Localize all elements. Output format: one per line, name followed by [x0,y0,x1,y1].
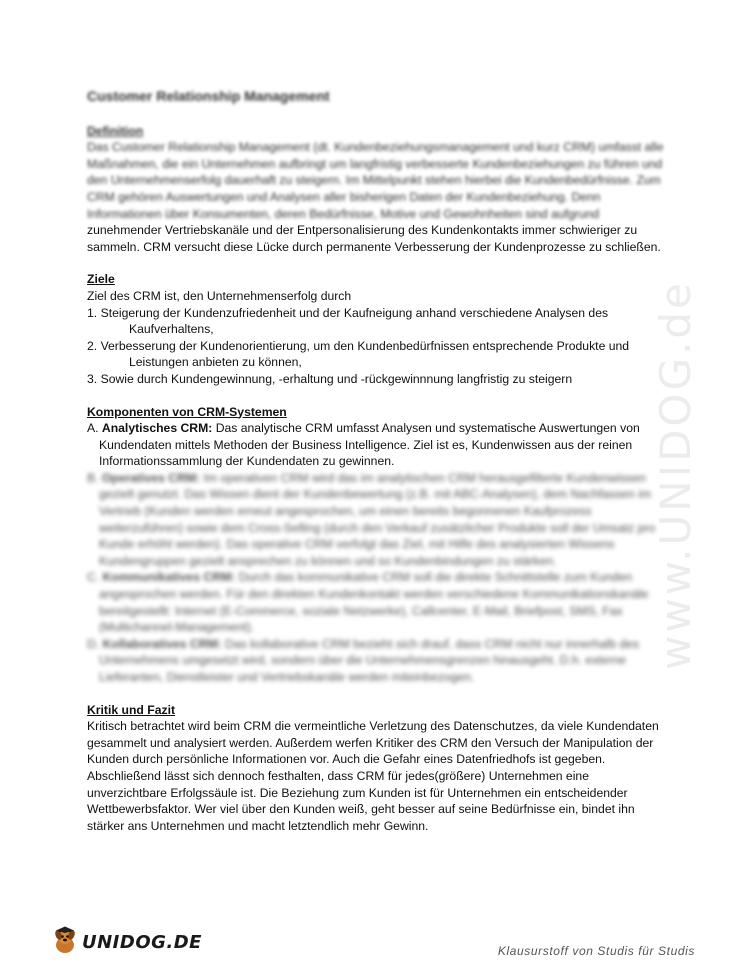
komponente-label: Kommunikatives CRM: [102,570,236,585]
komponente-letter: A. [87,421,99,436]
komponente-operativ [87,470,667,570]
komponente-label: Operatives CRM: [101,470,201,485]
komponente-letter: B. [87,470,99,485]
document-page [87,88,667,850]
komponente-kollaborativ [87,636,667,686]
dog-mascot-icon [50,926,80,961]
ziele-item-text: Verbesserung der Kundenorientierung, um den Kundenbedürfnissen entsprechende Produkte und Leistungen anbieten zu können, [100,338,630,370]
komponente-analytisch [87,420,667,470]
ziele-item-text: Sowie durch Kundengewinnung, -erhaltung und -rückgewinnnung langfristig zu steigern [100,371,573,386]
komponente-text: Durch das kommunikative CRM soll die direkte Schnittstelle zum Kunden angesprochen werden. Für den direkten Kundenkontakt werden verschiedene Kommunikationskanäle bereitgestellt: Internet (E-Commerce, soziale Netzwerke), Callcenter, E-Mail, Briefpost, SMS, Fax (Multichannel-Management). [99,570,649,635]
ziele-item-2 [87,338,667,371]
ziele-item-text: Steigerung der Kundenzufriedenheit und der Kaufneigung anhand verschiedene Analysen des Kaufverhaltens, [100,305,609,337]
kritik-text: Kritisch betrachtet wird beim CRM die vermeintliche Verletzung des Datenschutzes, da viele Kundendaten gesammelt und analysiert werden. Außerdem werfen Kritiker des CRM den Versuch der Manipulation der Kunden durch persönliche Informationen vor. Auch die Gefahr eines Datenfriedhofs ist gegeben. Abschließend lässt sich dennoch festhalten, dass CRM für jedes(größere) Unternehmen eine unverzichtbare Erfolgssäule ist. Die Beziehung zum Kunden ist für Unternehmen ein entscheidender Wettbewerbsfaktor. Wer viel über den Kunden weiß, geht besser auf seine Bedürfnisse ein, bindet ihn stärker ans Unternehmen und macht letztendlich mehr Gewinn. [87,719,659,833]
definition-text: zunehmender Vertriebskanäle und der Entpersonalisierung des Kundenkontakts immer schwieriger zu sammeln. CRM versucht diese Lücke durch permanente Verbesserung der Kundenprozesse zu schließen. [87,223,661,254]
unidog-logo [50,923,202,963]
section-komponenten [87,404,667,686]
komponente-text: Im operativen CRM wird das im analytischen CRM herausgefilterte Kundenwissen gezielt genutzt. Das Wissen dient der Kundenbewertung (z.B. mit ABC-Analysen), dem Nachfassen im Vertrieb (Kunden werden erneut angesprochen, um einen bereits begonnenen Kaufprozess weiterzuführen) sowie dem Cross-Selling (durch den Verkauf zusätzlicher Produkte soll der Umsatz pro Kunde erhöht werden). Das operative CRM verfolgt das Ziel, mit Hilfe des analysierten Wissens Kundengruppen gezielt ansprechen zu können und so Kundenbindungen zu stärken. [99,470,656,568]
komponente-text: Das analytische CRM umfasst Analysen und systematische Auswertungen von Kundendaten mittels Methoden der Business Intelligence. Ziel ist es, Kundenwissen aus der reinen Informationssammlung der Kundendaten zu gewinnen. [99,421,640,469]
ziele-item-3 [87,371,667,388]
section-kritik [87,702,667,835]
komponente-text: Das kollaborative CRM bezieht sich drauf, dass CRM nicht nur innerhalb des Unternehmens umgesetzt wird, sondern über die Unternehmensgrenzen hinausgeht. D.h. externe Lieferanten, Dienstleister und Vertriebskanäle werden miteinbezogen. [99,636,640,684]
komponenten-heading: Komponenten von CRM-Systemen [87,404,287,419]
kritik-heading: Kritik und Fazit [87,702,176,717]
ziele-intro: Ziel des CRM ist, den Unternehmenserfolg durch [87,288,352,303]
komponente-label: Kollaboratives CRM: [102,636,222,651]
komponente-letter: C. [87,570,100,585]
section-definition [87,123,667,256]
komponente-letter: D. [87,636,100,651]
ziele-heading: Ziele [87,272,115,287]
ziele-item-number: 3. [87,371,98,386]
ziele-item-1 [87,305,667,338]
definition-heading: Definition [87,123,144,138]
ziele-item-number: 2. [87,338,98,353]
document-title: Customer Relationship Management [87,88,330,104]
footer-tagline: Klausurstoff von Studis für Studis [497,944,695,958]
watermark: www.UNIDOG.de [651,280,700,670]
section-ziele [87,271,667,387]
logo-text: UNIDOG.DE [82,931,202,953]
komponente-kommunikativ [87,569,667,635]
ziele-item-number: 1. [87,305,98,320]
komponente-label: Analytisches CRM: [101,421,213,436]
definition-blurred-text: Das Customer Relationship Management (dt. Kundenbeziehungsmanagement und kurz CRM) umfasst alle Maßnahmen, die ein Unternehmen aufbringt um langfristig verbesserte Kundenbeziehungen zu führen und den Unternehmenserfolg dauerhaft zu steigern. Im Mittelpunkt stehen hierbei die Kundenbedürfnisse. Zum CRM gehören Auswertungen und Analysen aller bisherigen Daten der Kundenbeziehung. Denn Informationen über Konsumenten, deren Bedürfnisse, Motive und Gewohnheiten sind aufgrund [87,140,664,221]
